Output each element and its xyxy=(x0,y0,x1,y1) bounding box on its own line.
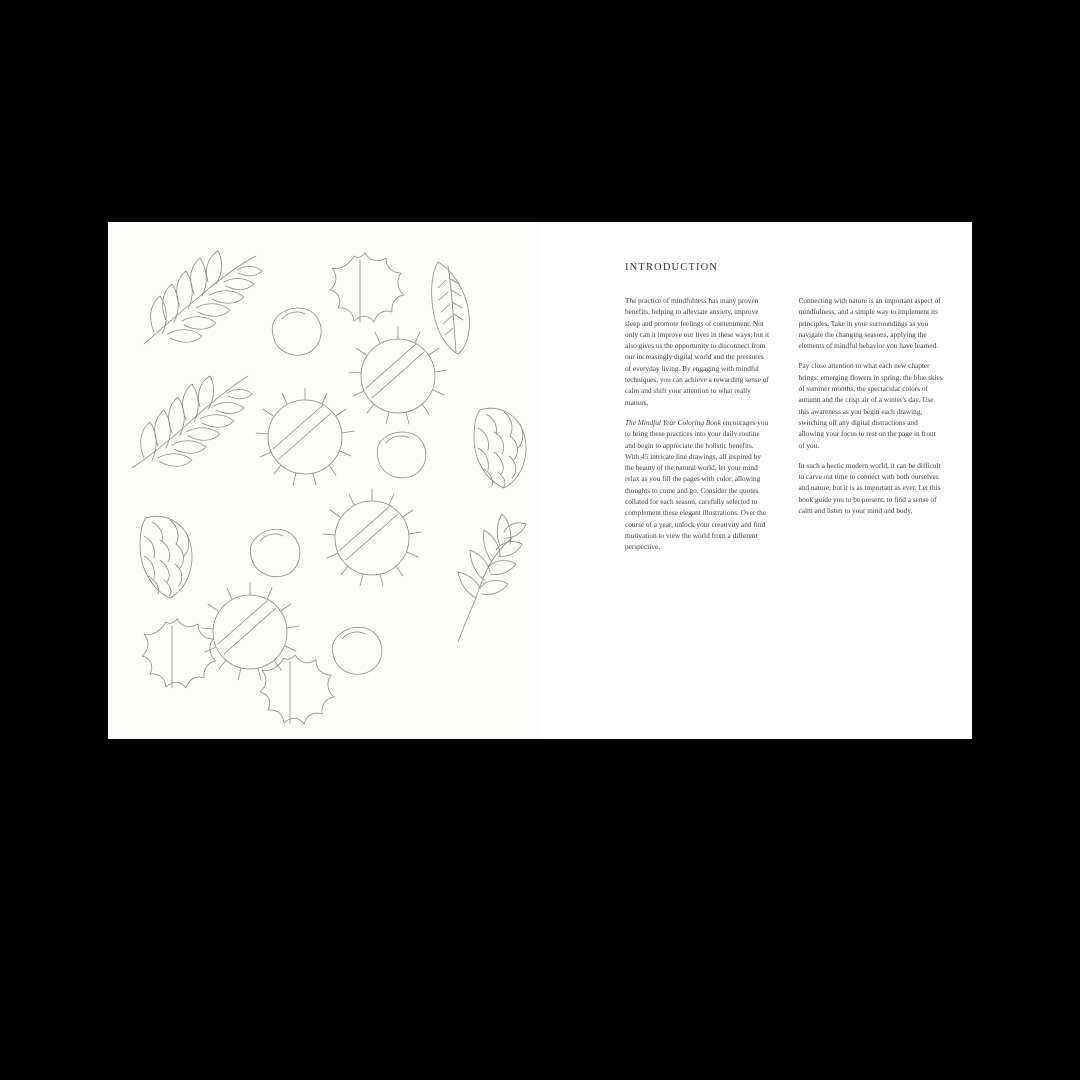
book-title-italic: The Mindful Year Coloring Book xyxy=(625,417,721,427)
chestnut-icon-2 xyxy=(377,432,426,478)
paragraph: Connecting with nature is an important aspect of mindfulness, and a simple way to implement its principles. Take in your surroundings as you navigate the changing seasons, applying the elements of mindful behavior you have learned. xyxy=(798,296,941,351)
paragraph-rest: encourages you to bring these practices into your daily routine and begin to appreciate the holistic benefits. With 45 intricate line drawings, all inspired by the beauty of the natural world, let your mind relax as you fill the pages with color, allowing thoughts to come and go. Consider the quotes collated for each season, carefully selected to complement these elegant illustrations. Over the course of a year, unlock your creativity and find motivation to view the world from a different perspective. xyxy=(625,417,769,552)
paragraph: Pay close attention to what each new chapter brings: emerging flowers in spring, the blue skies of summer months, the spectacular colors of autumn and the crisp air of a winter's day. Use this awareness as you begin each drawing, switching off any digital distractions and allowing your focus to rest on the page in front of you. xyxy=(798,361,943,450)
fern-leaf-icon-2 xyxy=(132,376,252,468)
chestnut-icon-4 xyxy=(332,627,382,674)
paragraph: In such a hectic modern world, it can be difficult to carve out time to connect with both ourselves and nature, but it is as important as ever. Let this book guide you to be present, to find a sense of calm and listen to your mind and body. xyxy=(798,460,941,516)
chestnut-icon-3 xyxy=(250,529,300,576)
chestnut-burr-icon xyxy=(349,327,447,424)
pinecone-icon xyxy=(474,408,526,488)
book-spread xyxy=(108,222,972,739)
botanical-line-art xyxy=(108,222,540,739)
chestnut-burr-icon-2 xyxy=(256,388,354,485)
chestnut-icon xyxy=(272,308,321,355)
maple-leaf-icon xyxy=(458,514,526,642)
oak-leaf-icon-2 xyxy=(142,619,216,688)
page-title: INTRODUCTION xyxy=(625,262,719,273)
oak-leaf-icon xyxy=(330,253,404,322)
column-1 xyxy=(625,295,770,562)
text-columns xyxy=(625,295,943,562)
paragraph xyxy=(625,417,770,553)
fern-leaf-icon xyxy=(144,251,262,344)
oak-leaf-icon-3 xyxy=(260,655,334,724)
text-page xyxy=(540,222,972,739)
willow-leaf-icon xyxy=(432,262,470,354)
illustration-page xyxy=(108,222,540,739)
pinecone-icon-2 xyxy=(140,516,192,598)
chestnut-burr-icon-4 xyxy=(201,583,299,680)
chestnut-burr-icon-3 xyxy=(323,489,421,586)
paragraph: The practice of mindfulness has many proven benefits, helping to alleviate anxiety, improve sleep and promote feelings of contentment. Not only can it improve our lives in these ways, but it also gives us the opportunity to disconnect from our increasingly digital world and the pressures of everyday living. By engaging with mindful techniques, you can achieve a rewarding sense of calm and shift your attention to what really matters. xyxy=(625,296,770,407)
column-2 xyxy=(799,295,944,562)
